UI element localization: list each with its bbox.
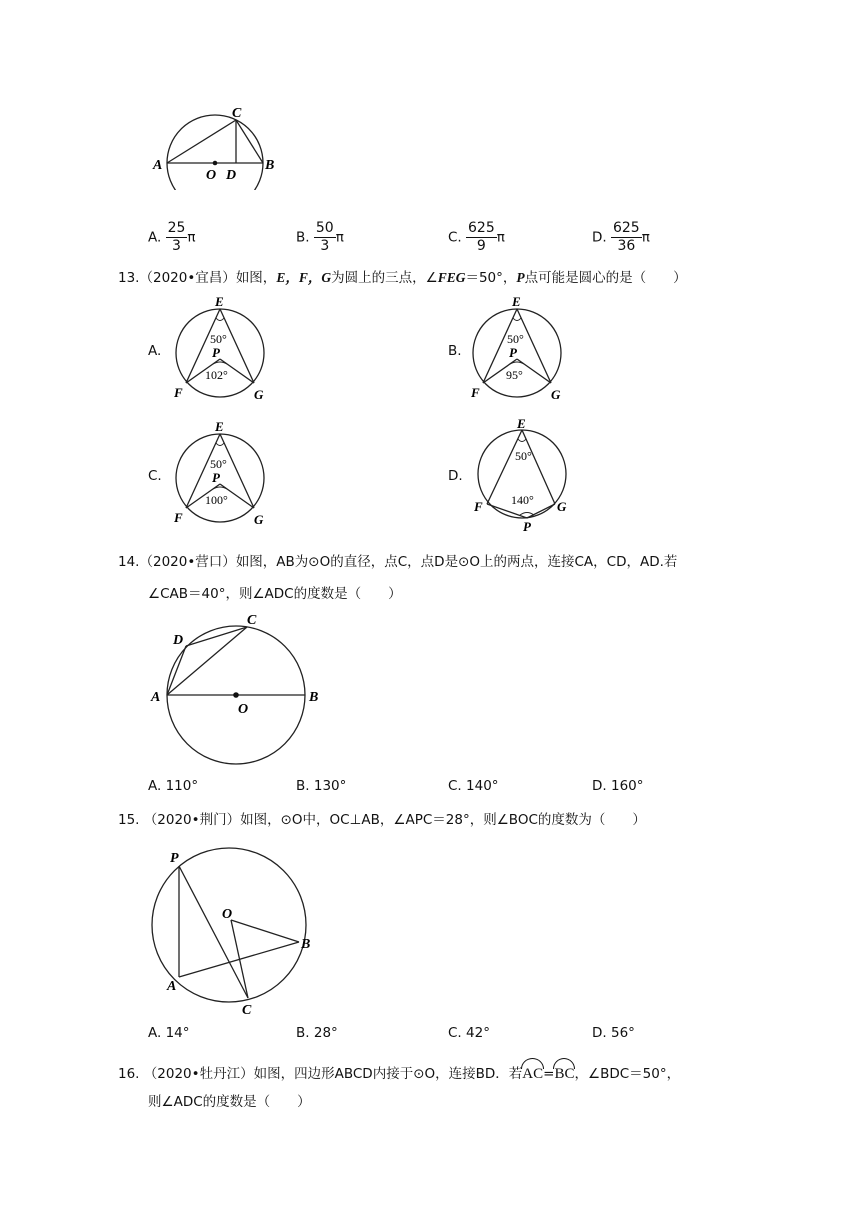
q12-label-o: O [206, 168, 217, 183]
q12-segment-ac [167, 120, 236, 163]
q13-text-post: ＝50°， [465, 270, 517, 286]
q14-option-d-letter: D. [592, 778, 607, 794]
q15-figure [145, 840, 325, 1015]
q12-option-d-den: 36 [617, 238, 636, 254]
q15-option-c-letter: C. [448, 1025, 462, 1041]
q13-p: P [516, 270, 525, 285]
q12-option-b-den: 3 [320, 238, 330, 254]
q12-option-b-letter: B. [296, 229, 310, 246]
q15-option-d-letter: D. [592, 1025, 607, 1041]
q13-option-a-letter[interactable]: A. [148, 343, 162, 359]
q15-label-a: A [167, 979, 177, 994]
q13-text-pre: 如图， [235, 270, 277, 286]
q13a-circle [176, 309, 264, 397]
q12-option-b-pi: π [335, 229, 344, 246]
q12-option-a-pi: π [187, 229, 196, 246]
q13d-label-p: P [523, 519, 531, 533]
q14-option-d-value: 160° [610, 778, 644, 794]
q13c-label-g: G [254, 512, 264, 527]
q15-label-p: P [170, 851, 179, 866]
q15-option-a-value: 14° [165, 1025, 190, 1041]
q13-figure-b [467, 295, 572, 405]
q15-option-b[interactable] [296, 1025, 338, 1041]
q16-eq: = [543, 1066, 555, 1082]
q12-option-d-pi: π [641, 229, 650, 246]
q13d-bottom-arc [520, 513, 534, 516]
q15-option-b-letter: B. [296, 1025, 310, 1041]
q16-line1-post: ，∠BDC＝50°， [574, 1066, 681, 1082]
q12-option-c-fraction [466, 220, 497, 255]
q14-label-o: O [238, 702, 249, 717]
q13-source: （2020•宜昌） [139, 270, 236, 286]
q14-source: （2020•营口） [139, 554, 236, 570]
q12-option-a-letter: A. [148, 229, 162, 246]
q14-option-a-value: 110° [165, 778, 199, 794]
q13b-top-arc [513, 318, 521, 321]
q12-figure [145, 100, 285, 190]
q12-label-c: C [232, 106, 242, 121]
q13b-angle-top: 50° [507, 332, 524, 346]
q13d-angle-top: 50° [515, 449, 532, 463]
q14-number: 14. [118, 554, 140, 570]
q13d-label-e: E [517, 418, 526, 431]
q12-option-a-den: 3 [172, 238, 181, 254]
q13a-label-e: E [215, 295, 224, 309]
q14-option-b-value: 130° [313, 778, 347, 794]
q12-option-b-fraction [314, 220, 336, 255]
q13c-label-f: F [174, 510, 183, 525]
q12-option-b[interactable] [296, 220, 344, 255]
q13-figure-d [467, 418, 577, 533]
q14-label-a: A [151, 690, 161, 705]
q14-option-c[interactable] [448, 778, 499, 794]
q13c-label-p: P [212, 470, 220, 485]
q13-question [118, 268, 687, 288]
q15-line1-text: 如图，⊙O中，OC⊥AB，∠APC＝28°，则∠BOC的度数为（ ） [240, 812, 646, 828]
q14-option-c-value: 140° [466, 778, 499, 794]
q13c-label-e: E [215, 420, 224, 434]
q15-segment-oc [231, 920, 248, 998]
q13c-angle-top: 50° [210, 457, 227, 471]
q16-question-line2: 则∠ADC的度数是（ ） [148, 1094, 311, 1110]
q13b-label-g: G [551, 387, 561, 402]
q14-figure [145, 605, 335, 775]
q13c-angle-bottom: 100° [205, 493, 228, 507]
q12-option-c-den: 9 [476, 238, 486, 254]
q12-label-b: B [265, 158, 275, 173]
q12-option-b-num: 50 [315, 220, 334, 236]
q13c-circle [176, 434, 264, 522]
q13d-angle-bottom: 140° [511, 493, 534, 507]
q14-option-a-letter: A. [148, 778, 162, 794]
q16-arc-bc: BC [554, 1060, 574, 1084]
q13-vars: E，F，G [276, 270, 332, 285]
q13-figure-a [170, 295, 275, 405]
q15-option-d-value: 56° [610, 1025, 635, 1041]
q12-option-d[interactable] [592, 220, 650, 255]
q15-number: 15. [118, 812, 140, 828]
q13a-angle-top: 50° [210, 332, 227, 346]
q12-option-d-num: 625 [612, 220, 640, 236]
q15-option-d[interactable] [592, 1025, 635, 1041]
q13b-label-f: F [471, 385, 480, 400]
q13b-label-p: P [509, 345, 517, 360]
q12-option-c-pi: π [496, 229, 505, 246]
q12-option-a-num: 25 [167, 220, 186, 236]
q14-line1-text: 如图，AB为⊙O的直径，点C，点D是⊙O上的两点，连接CA，CD，AD.若 [235, 554, 678, 570]
q14-label-d: D [173, 633, 184, 648]
q13b-circle [473, 309, 561, 397]
q16-arc-ac: AC [522, 1060, 543, 1084]
q13-text-end: 点可能是圆心的是（ ） [524, 270, 687, 286]
q13a-label-f: F [174, 385, 183, 400]
q14-segment-dc [186, 627, 247, 646]
q13b-angle-bottom: 95° [506, 368, 523, 382]
q14-option-a[interactable] [148, 778, 198, 794]
q12-option-c-letter: C. [448, 229, 462, 246]
q12-segment-cb [236, 120, 263, 163]
q13d-top-arc [518, 439, 526, 442]
q12-center-dot [213, 161, 218, 166]
q16-number: 16. [118, 1066, 140, 1082]
q16-source: （2020•牡丹江） [143, 1066, 254, 1082]
q14-label-b: B [309, 690, 319, 705]
q13a-label-g: G [254, 387, 264, 402]
q13d-label-g: G [557, 499, 567, 514]
q12-option-a-fraction [166, 220, 188, 255]
q15-option-a[interactable] [148, 1025, 190, 1041]
q15-option-b-value: 28° [313, 1025, 338, 1041]
q12-label-d: D [226, 168, 237, 183]
q15-option-c-value: 42° [466, 1025, 490, 1041]
q13a-top-arc [216, 318, 224, 321]
q13a-label-p: P [212, 345, 220, 360]
q14-question-line2: ∠CAB＝40°，则∠ADC的度数是（ ） [148, 586, 402, 602]
q14-option-d[interactable] [592, 778, 644, 794]
q15-source: （2020•荆门） [143, 812, 241, 828]
q12-option-c[interactable] [448, 220, 505, 255]
q13-option-d-letter[interactable]: D. [448, 468, 463, 484]
q13-text-mid: 为圆上的三点，∠ [331, 270, 438, 286]
q13-option-c-letter[interactable]: C. [148, 468, 162, 484]
q15-option-c[interactable] [448, 1025, 490, 1041]
q15-segment-ob [231, 920, 299, 942]
q13-angle-name: FEG [437, 270, 466, 285]
q14-question-line1 [118, 552, 677, 572]
q12-option-d-letter: D. [592, 229, 607, 246]
q13b-label-e: E [512, 295, 521, 309]
q16-question-line1 [118, 1060, 680, 1084]
q12-option-c-num: 625 [468, 220, 495, 236]
q13c-top-arc [216, 443, 224, 446]
q12-option-a[interactable] [148, 220, 196, 255]
q14-option-b[interactable] [296, 778, 346, 794]
q13-option-b-letter[interactable]: B. [448, 343, 462, 359]
q13a-angle-bottom: 102° [205, 368, 228, 382]
q15-label-c: C [242, 1003, 252, 1015]
q15-label-b: B [301, 937, 311, 952]
q12-option-d-fraction [611, 220, 642, 255]
q13d-label-f: F [474, 499, 483, 514]
q16-line1-pre: 如图，四边形ABCD内接于⊙O，连接BD．若 [253, 1066, 523, 1082]
q14-center-dot [233, 692, 239, 698]
q14-option-b-letter: B. [296, 778, 310, 794]
q15-segment-pc [179, 866, 248, 998]
q13-figure-c [170, 420, 275, 530]
q14-label-c: C [247, 613, 257, 628]
q14-option-c-letter: C. [448, 778, 462, 794]
q15-label-o: O [222, 907, 233, 922]
q15-option-a-letter: A. [148, 1025, 162, 1041]
q15-question-line1 [118, 810, 646, 830]
q13-number: 13. [118, 270, 140, 286]
q12-label-a: A [153, 158, 163, 173]
